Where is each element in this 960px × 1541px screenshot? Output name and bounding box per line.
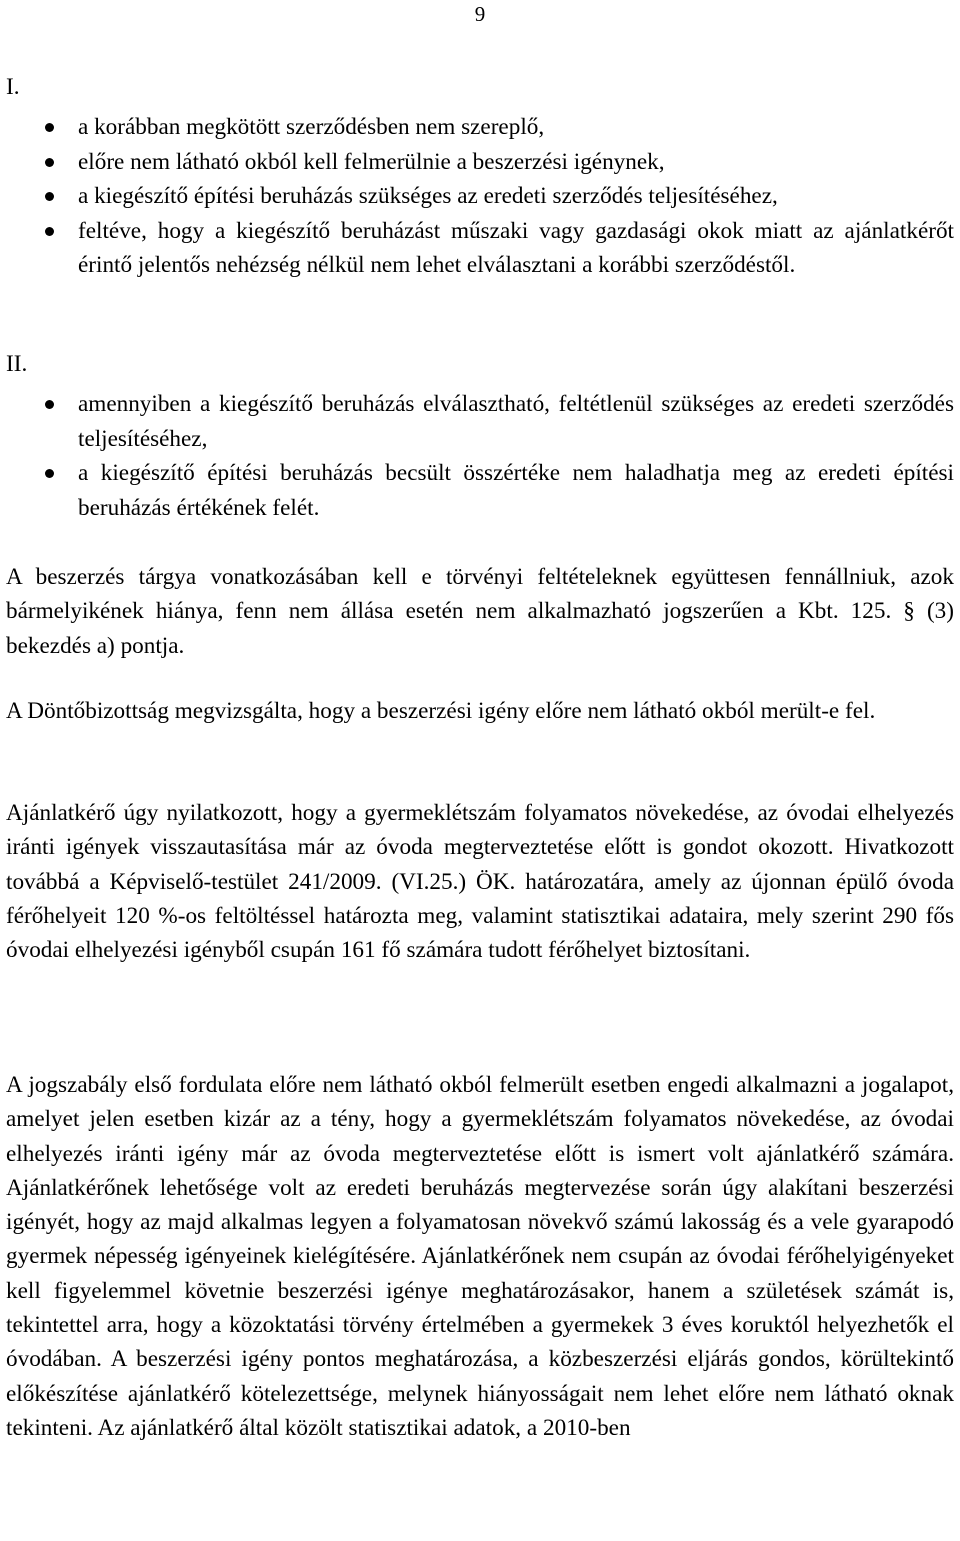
body-paragraph: A jogszabály első fordulata előre nem látható okból felmerült esetben engedi alkalmazni a jogalapot, amelyet jelen esetben kizár az a tény, hogy a gyermeklétszám folyamatos növekedése, az óvodai elhelyezés iránti igény már az óvoda megterveztetése előtt is ismert volt ajánlatkérő számára. Ajánlatkérőnek lehetősége volt az eredeti beruházás megtervezése során úgy alakítani beszerzési igényét, hogy az majd alkalmas legyen a folyamatosan növekvő számú lakosság és a vele gyarapodó gyermek népesség igényeinek kielégítésére. Ajánlatkérőnek nem csupán az óvodai férőhelyigényeket kell figyelemmel követnie beszerzési igénye meghatározásakor, hanem a születések számát is, tekintettel arra, hogy a közoktatási törvény értelmében a gyermekek 3 éves koruktól helyezhetők el óvodában. A beszerzési igény pontos meghatározása, a közbeszerzési eljárás gondos, körültekintő előkészítése ajánlatkérő kötelezettsége, melynek hiányosságait nem lehet előre nem látható oknak tekinteni. Az ajánlatkérő által közölt statisztikai adatok, a 2010-ben [6,1072,954,1441]
section-label-ii: II. [6,351,28,377]
list-item-text: a korábban megkötött szerződésben nem szereplő, [78,114,545,140]
list-item-text: feltéve, hogy a kiegészítő beruházást műszaki vagy gazdasági okok miatt az ajánlatkérőt érintő jelentős nehézség nélkül nem lehet elválasztani a korábbi szerződéstől. [78,217,954,278]
page-number: 9 [474,2,486,26]
list-item-text: amennyiben a kiegészítő beruházás elválasztható, feltétlenül szükséges az eredeti szerződés teljesítéséhez, [78,391,954,452]
condition-list-i [0,110,960,283]
list-item [0,110,960,145]
list-item [0,179,960,214]
list-item-text: a kiegészítő építési beruházás becsült összértéke nem haladhatja meg az eredeti építési beruházás értékének felét. [78,460,954,521]
body-paragraph: A beszerzés tárgya vonatkozásában kell e törvényi feltételeknek együttesen fennállniuk, azok bármelyikének hiánya, fenn nem állása esetén nem alkalmazható jogszerűen a Kbt. 125. § (3) bekezdés a) pontja. [6,564,954,659]
list-item [0,456,960,525]
bullet-icon [45,123,54,132]
bullet-icon [45,192,54,201]
condition-list-ii [0,387,960,525]
list-item [0,214,960,283]
bullet-icon [45,158,54,167]
bullet-icon [45,469,54,478]
bullet-icon [45,400,54,409]
list-item-text: előre nem látható okból kell felmerülnie a beszerzési igénynek, [78,148,665,175]
list-item [0,145,960,180]
bullet-icon [45,227,54,236]
body-paragraph: A Döntőbizottság megvizsgálta, hogy a beszerzési igény előre nem látható okból merült-e fel. [6,698,876,724]
list-item [0,387,960,456]
list-item-text: a kiegészítő építési beruházás szükséges az eredeti szerződés teljesítéséhez, [78,183,778,209]
section-label-i: I. [6,74,20,100]
body-paragraph: Ajánlatkérő úgy nyilatkozott, hogy a gyermeklétszám folyamatos növekedése, az óvodai elhelyezés iránti igények visszautasítása már az óvoda megterveztetése előtt is gondot okozott. Hivatkozott továbbá a Képviselő-testület 241/2009. (VI.25.) ÖK. határozatára, amely az újonnan épülő óvoda férőhelyeit 120 %-os feltöltéssel határozta meg, valamint statisztikai adataira, mely szerint 290 fős óvodai elhelyezési igényből csupán 161 fő számára tudott férőhelyet biztosítani. [6,800,954,964]
